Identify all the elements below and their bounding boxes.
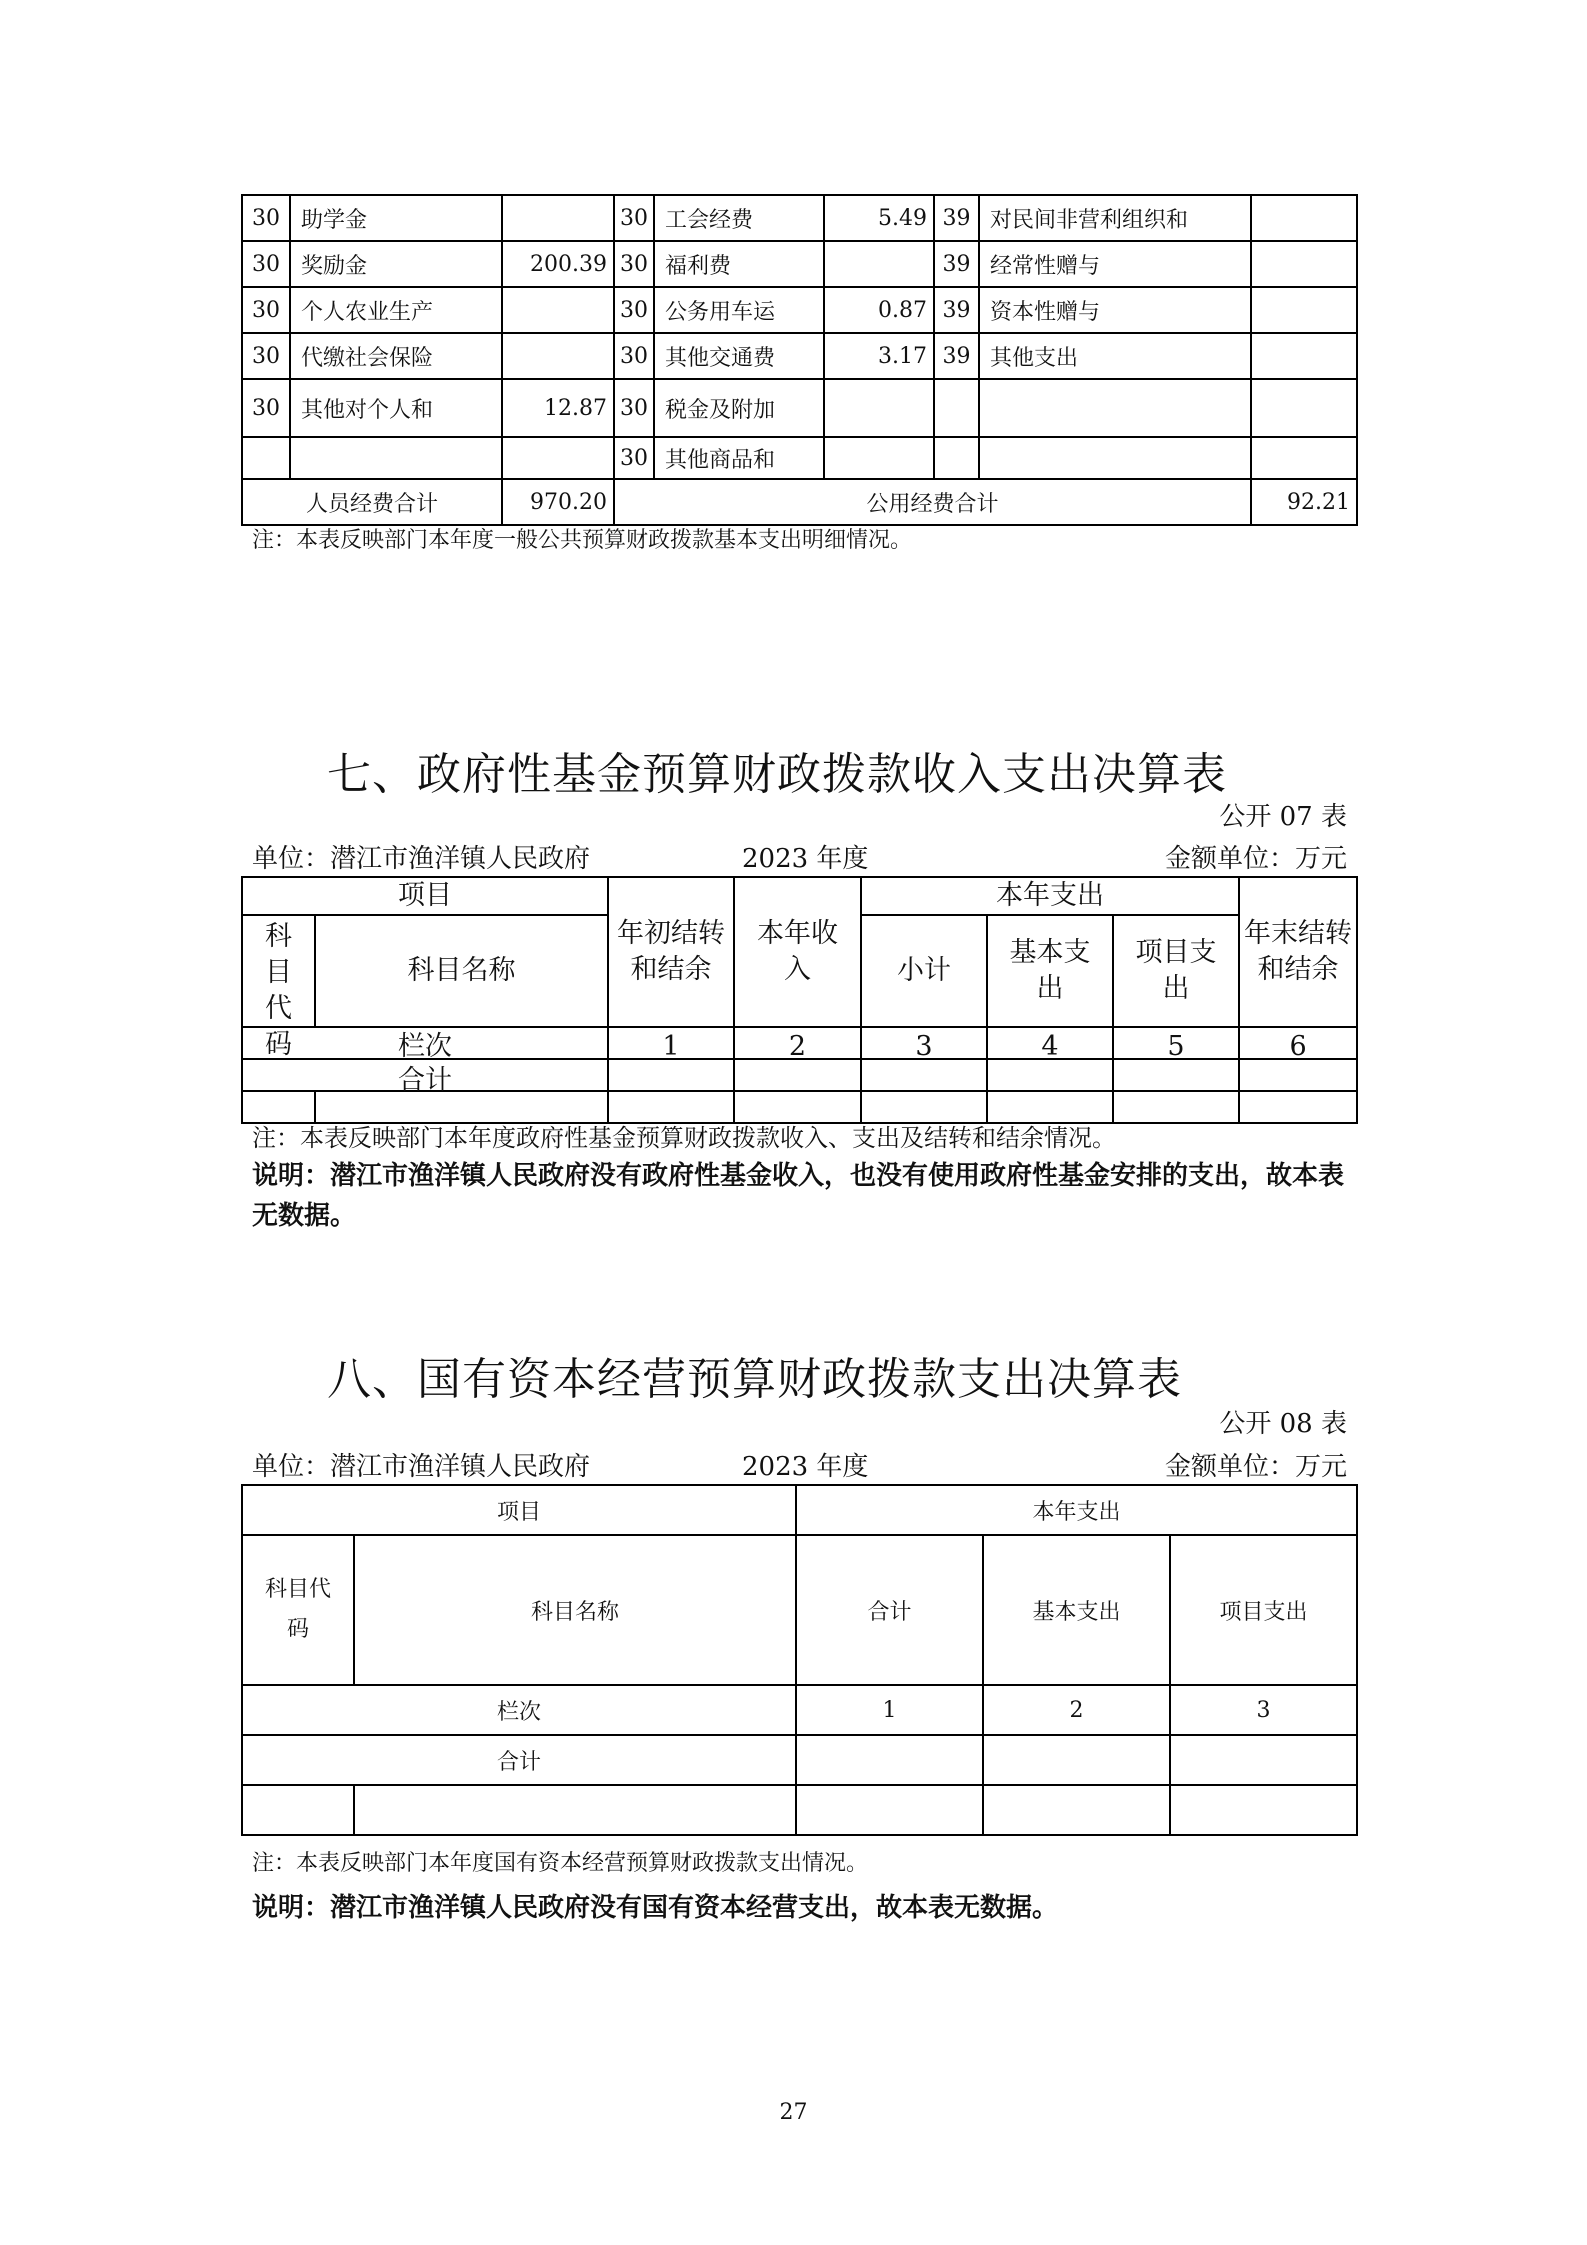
value-cell xyxy=(824,379,934,437)
value-cell xyxy=(502,287,614,333)
code-cell: 30 xyxy=(614,287,654,333)
code-cell: 39 xyxy=(934,195,979,241)
code-cell: 39 xyxy=(934,241,979,287)
code-cell xyxy=(934,437,979,479)
code-cell: 39 xyxy=(934,287,979,333)
header-income: 本年收入 xyxy=(734,877,861,1027)
section8-note: 注：本表反映部门本年度国有资本经营预算财政拨款支出情况。 xyxy=(252,1851,869,1876)
value-cell xyxy=(824,241,934,287)
section8-explanation: 说明：潜江市渔洋镇人民政府没有国有资本经营支出，故本表无数据。 xyxy=(252,1893,1059,1923)
name-cell: 其他商品和 xyxy=(654,437,824,479)
name-cell: 资本性赠与 xyxy=(979,287,1251,333)
header-total: 合计 xyxy=(796,1535,983,1685)
section8-currency: 金额单位：万元 xyxy=(1164,1452,1347,1482)
value-cell: 3.17 xyxy=(824,333,934,379)
total-row: 合计 xyxy=(242,1059,1357,1091)
section7-table-no: 公开 07 表 xyxy=(1219,802,1347,832)
section8-table-no: 公开 08 表 xyxy=(1219,1409,1347,1439)
name-cell: 其他对个人和 xyxy=(290,379,502,437)
header-subtotal: 小计 xyxy=(861,915,987,1027)
table6-note: 注：本表反映部门本年度一般公共预算财政拨款基本支出明细情况。 xyxy=(252,528,913,553)
name-cell: 助学金 xyxy=(290,195,502,241)
header-expense: 本年支出 xyxy=(861,877,1239,915)
table-row xyxy=(242,241,1357,287)
column-number-row: 栏次 1 2 3 4 5 6 xyxy=(242,1027,1357,1059)
table-row xyxy=(242,195,1357,241)
code-cell: 39 xyxy=(934,333,979,379)
name-cell xyxy=(979,437,1251,479)
name-cell: 福利费 xyxy=(654,241,824,287)
name-cell: 对民间非营利组织和 xyxy=(979,195,1251,241)
header-name: 科目名称 xyxy=(315,915,608,1027)
table-row xyxy=(242,287,1357,333)
code-cell: 30 xyxy=(242,379,290,437)
header-name: 科目名称 xyxy=(354,1535,796,1685)
gov-fund-table xyxy=(241,876,1358,1124)
name-cell: 奖励金 xyxy=(290,241,502,287)
section8-title: 八、国有资本经营预算财政拨款支出决算表 xyxy=(327,1354,1182,1405)
value-cell xyxy=(502,437,614,479)
code-cell: 30 xyxy=(242,195,290,241)
value-cell: 200.39 xyxy=(502,241,614,287)
value-cell: 12.87 xyxy=(502,379,614,437)
header-end-balance: 年末结转和结余 xyxy=(1239,877,1357,1027)
header-item: 项目 xyxy=(242,1485,796,1535)
column-number-row: 栏次 1 2 3 xyxy=(242,1685,1357,1735)
personnel-total-label: 人员经费合计 xyxy=(242,479,502,525)
value-cell xyxy=(502,195,614,241)
table-row xyxy=(242,333,1357,379)
name-cell: 其他支出 xyxy=(979,333,1251,379)
code-cell: 30 xyxy=(242,333,290,379)
header-basic: 基本支出 xyxy=(983,1535,1170,1685)
public-total-label: 公用经费合计 xyxy=(614,479,1251,525)
personnel-total-value: 970.20 xyxy=(502,479,614,525)
header-item: 项目 xyxy=(242,877,608,915)
value-cell xyxy=(1251,333,1357,379)
code-cell xyxy=(242,437,290,479)
code-cell: 30 xyxy=(614,437,654,479)
section8-year: 2023 年度 xyxy=(742,1452,869,1482)
name-cell: 个人农业生产 xyxy=(290,287,502,333)
code-cell: 30 xyxy=(614,333,654,379)
value-cell xyxy=(1251,287,1357,333)
name-cell: 工会经费 xyxy=(654,195,824,241)
code-cell: 30 xyxy=(614,241,654,287)
name-cell: 其他交通费 xyxy=(654,333,824,379)
section7-title: 七、政府性基金预算财政拨款收入支出决算表 xyxy=(327,749,1227,800)
value-cell xyxy=(1251,379,1357,437)
table-row xyxy=(242,379,1357,437)
page-number: 27 xyxy=(779,2100,808,2125)
section7-explanation: 说明：潜江市渔洋镇人民政府没有政府性基金收入，也没有使用政府性基金安排的支出，故本表无数据。 xyxy=(252,1161,1345,1231)
code-cell: 30 xyxy=(614,379,654,437)
section7-unit: 单位：潜江市渔洋镇人民政府 xyxy=(252,844,591,874)
name-cell: 代缴社会保险 xyxy=(290,333,502,379)
header-code: 科目代码 xyxy=(242,915,315,1027)
section7-year: 2023 年度 xyxy=(742,844,869,874)
value-cell xyxy=(1251,195,1357,241)
value-cell xyxy=(1251,437,1357,479)
section7-currency: 金额单位：万元 xyxy=(1164,844,1347,874)
total-row: 合计 xyxy=(242,1735,1357,1785)
value-cell: 5.49 xyxy=(824,195,934,241)
table-total-row xyxy=(242,479,1357,525)
name-cell: 公务用车运 xyxy=(654,287,824,333)
state-capital-table xyxy=(241,1484,1358,1836)
code-cell: 30 xyxy=(242,287,290,333)
header-project: 项目支出 xyxy=(1113,915,1239,1027)
section8-unit: 单位：潜江市渔洋镇人民政府 xyxy=(252,1452,591,1482)
value-cell xyxy=(502,333,614,379)
name-cell: 税金及附加 xyxy=(654,379,824,437)
section7-note: 注：本表反映部门本年度政府性基金预算财政拨款收入、支出及结转和结余情况。 xyxy=(252,1124,1116,1152)
name-cell xyxy=(979,379,1251,437)
value-cell xyxy=(824,437,934,479)
basic-expense-detail-table xyxy=(241,194,1358,526)
code-cell xyxy=(934,379,979,437)
value-cell: 0.87 xyxy=(824,287,934,333)
header-expense: 本年支出 xyxy=(796,1485,1357,1535)
table-row xyxy=(242,437,1357,479)
header-code: 科目代码 xyxy=(242,1535,354,1685)
code-cell: 30 xyxy=(242,241,290,287)
name-cell: 经常性赠与 xyxy=(979,241,1251,287)
value-cell xyxy=(1251,241,1357,287)
header-project: 项目支出 xyxy=(1170,1535,1357,1685)
header-begin-balance: 年初结转和结余 xyxy=(608,877,734,1027)
empty-row xyxy=(242,1785,1357,1835)
code-cell: 30 xyxy=(614,195,654,241)
public-total-value: 92.21 xyxy=(1251,479,1357,525)
header-basic: 基本支出 xyxy=(987,915,1113,1027)
name-cell xyxy=(290,437,502,479)
